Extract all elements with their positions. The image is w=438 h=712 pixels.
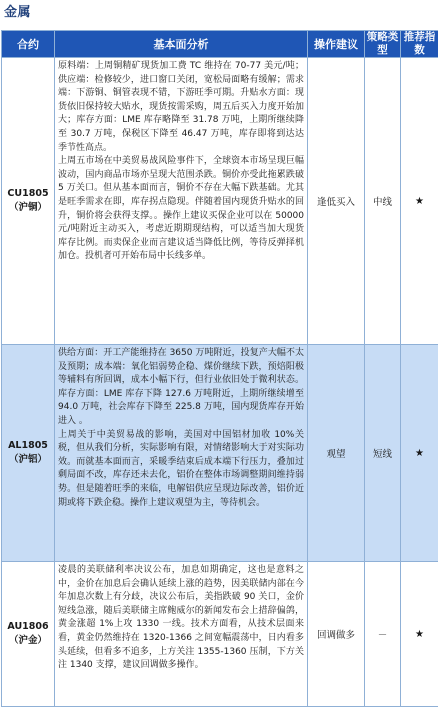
table-row	[2, 562, 438, 707]
contract-code: AU1806	[7, 621, 49, 632]
header-suggestion: 操作建议	[308, 31, 365, 58]
analysis-paragraph: 上周关于中美贸易战的影响，美国对中国铝材加收 10%关税，但从我们分析，实际影响有限，对情绪影响大于对实际功效。而就基本面而言，采暖季结束后成本端下行压力，叠加过剩局面不改，库存还未去化，铝价在整体市场调整期间维持弱势。但是随着旺季的来临，电解铝供应呈现边际改善，铝价近期或将下跌企稳。操作上建议观望为主，等待机会。	[58, 429, 304, 508]
header-rating: 推荐指数	[401, 31, 438, 58]
analysis-paragraph: 上周五市场在中美贸易战风险事件下，全球资本市场呈现巨幅波动，国内商品市场亦呈现大范围杀跌。铜价亦受此拖累跌破 5 万关口。但从基本面而言，铜价不存在大幅下跌基础。尤其是旺季需求在即，库存拐点隐现。伴随着国内现货升贴水的回升，铜价将会获得支撑。。操作上建议买保企业可以在 50000 元/吨附近主动买入，考虑近期期现结构，可以适当加大现货库存比例。而卖保企业而言建议适当降低比例，等待反弹择机加仓。投机者可开始布局中长线多单。	[58, 156, 304, 262]
header-analysis: 基本面分析	[55, 31, 308, 58]
rating-star-icon: ★	[401, 345, 438, 562]
analysis-cell	[55, 345, 308, 562]
strategy-cell: －	[365, 562, 401, 707]
contract-name: （沪金）	[8, 635, 47, 646]
suggestion-cell: 逢低买入	[308, 58, 365, 345]
metals-analysis-table	[1, 30, 438, 707]
table-header-row	[2, 31, 438, 58]
table-row	[2, 58, 438, 345]
table-row	[2, 345, 438, 562]
analysis-paragraph: 原料端：上周铜精矿现货加工费 TC 维持在 70-77 美元/吨；供应端：检修较少，进口窗口关闭，宽松局面略有缓解；需求端：下游铜、铜管表现不错，下游旺季可期。升贴水方面：现货依旧保持较大贴水，现货按需采购，周五后买入力度开始加大；库存方面：LME 库存略降至 31.78 万吨，上期所继续降至 30.7 万吨，保税区下降至 46.47 万吨，库存即将到达达季节性高点。	[58, 61, 304, 153]
contract-name: （沪铜）	[8, 202, 47, 213]
strategy-cell: 中线	[365, 58, 401, 345]
rating-star-icon: ★	[401, 58, 438, 345]
suggestion-cell: 回调做多	[308, 562, 365, 707]
contract-code: CU1805	[7, 188, 49, 199]
suggestion-cell: 观望	[308, 345, 365, 562]
header-strategy: 策略类型	[365, 31, 401, 58]
analysis-cell	[55, 562, 308, 707]
strategy-cell: 短线	[365, 345, 401, 562]
contract-name: （沪铝）	[8, 454, 47, 465]
section-title: 金属	[4, 5, 32, 20]
contract-code: AL1805	[8, 440, 48, 451]
contract-cell	[2, 345, 55, 562]
contract-cell	[2, 562, 55, 707]
rating-star-icon: ★	[401, 562, 438, 707]
analysis-paragraph: 供给方面：开工产能维持在 3650 万吨附近，投复产大幅不太及预期；成本端：氧化铝弱势企稳、煤价继续下跌，预焙阳极等辅料有所回调，成本小幅下行，但行业依旧处于微利状态。库存方面：LME 库存下降 127.6 万吨附近，上期所继续增至 94.0 万吨，社会库存下降至 225.8 万吨，国内现货库存开始进入 。	[58, 348, 304, 426]
analysis-paragraph: 凌晨的美联储利率决议公布，加息如期确定，这也是意料之中，金价在加息后会确认延续上涨的趋势，因美联储内部在今年加息次数上有分歧，决议公布后，美指跌破 90 关口，金价短线急涨，随后美联储主席鲍威尔的新闻发布会上措辞偏鸽，黄金涨超 1%上攻 1330 一线。技术方面看，从技术层面来看，黄金仍然维持在 1320-1366 之间宽幅震荡中，日内看多头延续，但看多不追多，上方关注 1355-1360 压制，下方关注 1340 支撑，建议回调做多操作。	[58, 565, 304, 671]
contract-cell	[2, 58, 55, 345]
analysis-cell	[55, 58, 308, 345]
header-contract: 合约	[2, 31, 55, 58]
